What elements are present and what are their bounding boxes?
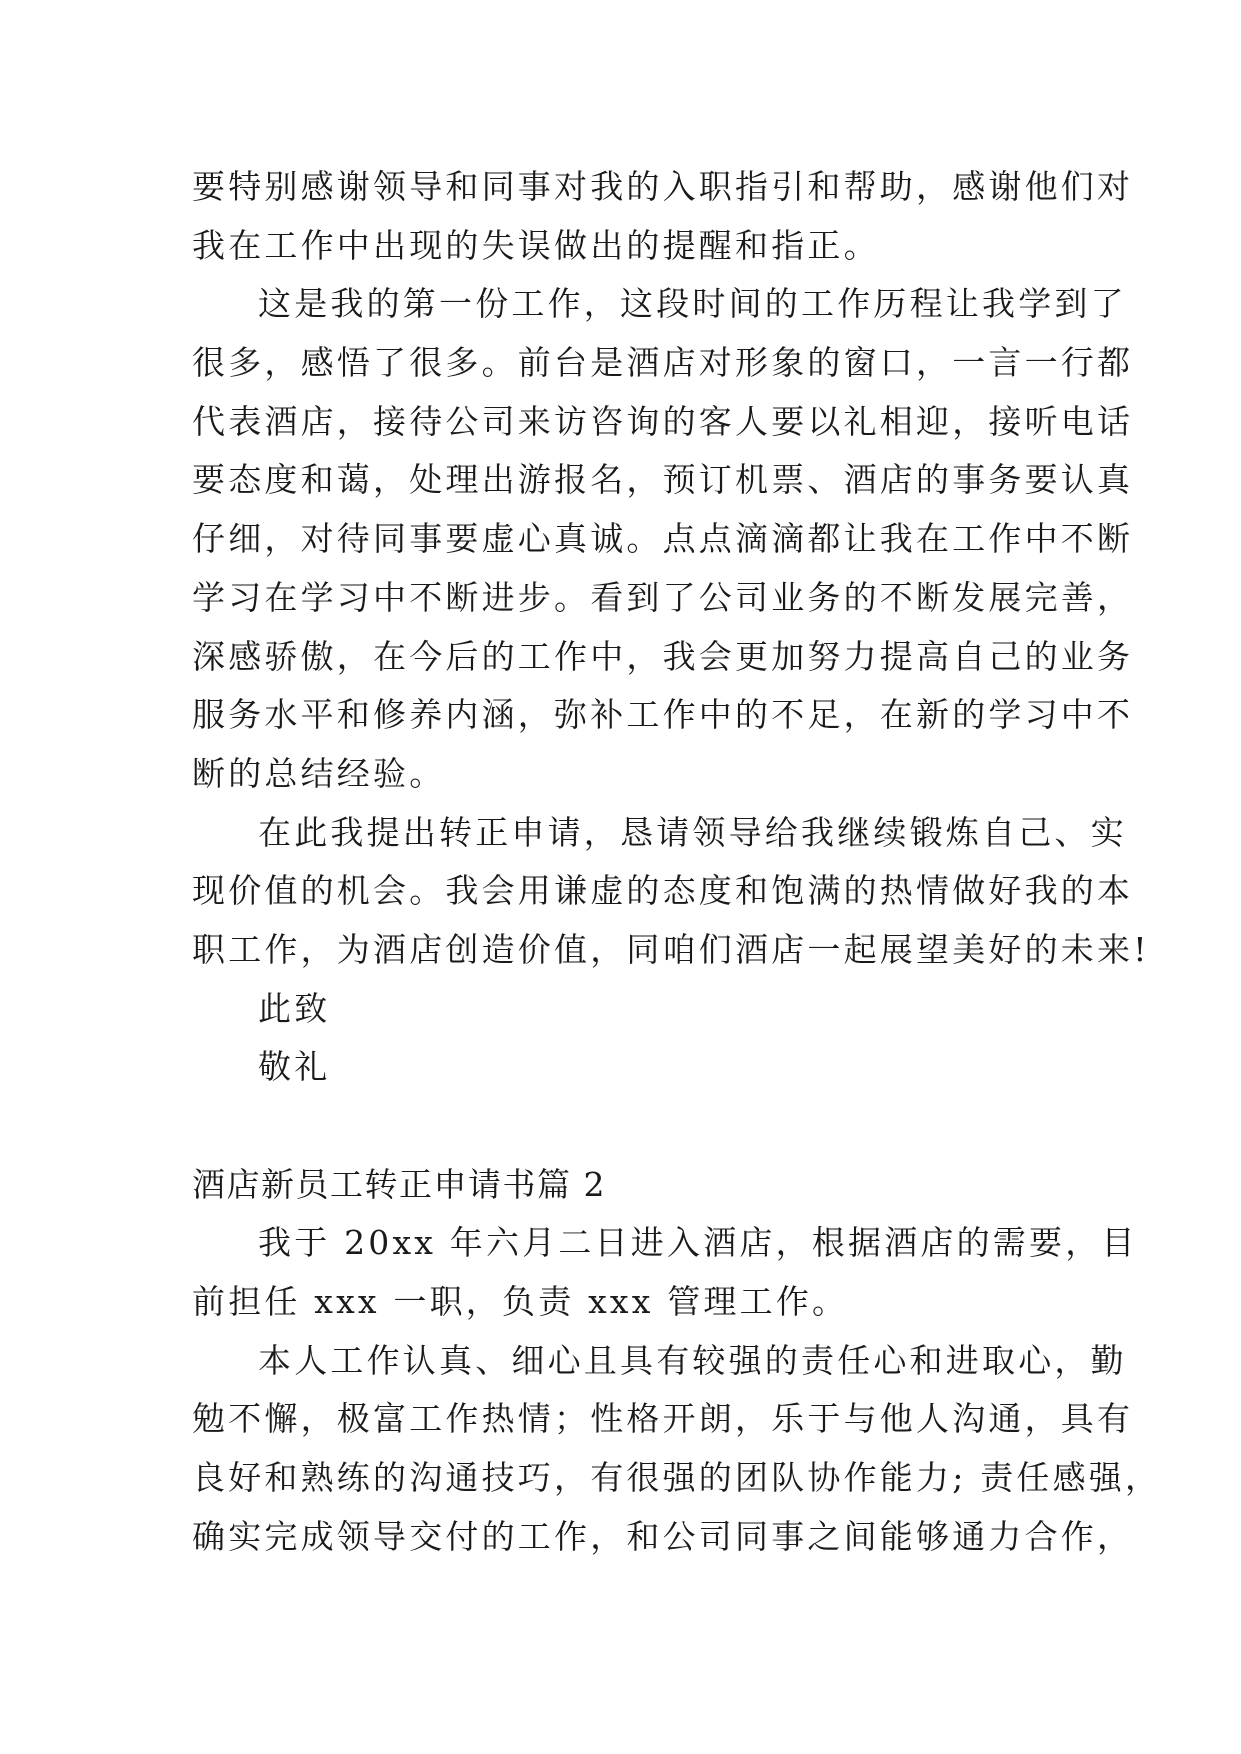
text-line: 现价值的机会。我会用谦虚的态度和饱满的热情做好我的本 [192, 871, 1134, 911]
text-line: 前担任 xxx 一职，负责 xxx 管理工作。 [192, 1282, 849, 1322]
text-line: 断的总结经验。 [192, 753, 446, 793]
document-body [192, 158, 1162, 1567]
paragraph-start-line: 在此我提出转正申请，恳请领导给我继续锻炼自己、实 [258, 812, 1127, 852]
text-line: 良好和熟练的沟通技巧，有很强的团队协作能力; 责任感强， [192, 1458, 1162, 1498]
text-line: 要态度和蔼，处理出游报名，预订机票、酒店的事务要认真 [192, 460, 1134, 500]
text-line: 服务水平和修养内涵，弥补工作中的不足，在新的学习中不 [192, 695, 1134, 735]
text-line: 确实完成领导交付的工作，和公司同事之间能够通力合作， [192, 1516, 1134, 1556]
paragraph-start-line: 我于 20xx 年六月二日进入酒店，根据酒店的需要，目 [258, 1223, 1138, 1263]
section-heading: 酒店新员工转正申请书篇 2 [192, 1164, 606, 1204]
text-line: 学习在学习中不断进步。看到了公司业务的不断发展完善， [192, 577, 1134, 617]
text-line: 代表酒店，接待公司来访咨询的客人要以礼相迎，接听电话 [192, 401, 1134, 441]
text-line: 很多，感悟了很多。前台是酒店对形象的窗口，一言一行都 [192, 343, 1134, 383]
blank-line [192, 1097, 1052, 1156]
text-line: 仔细，对待同事要虚心真诚。点点滴滴都让我在工作中不断 [192, 519, 1134, 559]
closing-regards: 敬礼 [258, 1047, 331, 1087]
text-line: 职工作，为酒店创造价值，同咱们酒店一起展望美好的未来! [192, 929, 1150, 969]
text-line: 勉不懈，极富工作热情；性格开朗，乐于与他人沟通，具有 [192, 1399, 1134, 1439]
text-line: 深感骄傲，在今后的工作中，我会更加努力提高自己的业务 [192, 636, 1134, 676]
closing-salutation: 此致 [258, 988, 331, 1028]
paragraph-start-line: 本人工作认真、细心且具有较强的责任心和进取心，勤 [258, 1340, 1127, 1380]
text-line: 要特别感谢领导和同事对我的入职指引和帮助，感谢他们对 [192, 167, 1134, 206]
paragraph-start-line: 这是我的第一份工作，这段时间的工作历程让我学到了 [258, 284, 1127, 324]
text-line: 我在工作中出现的失误做出的提醒和指正。 [192, 225, 880, 265]
